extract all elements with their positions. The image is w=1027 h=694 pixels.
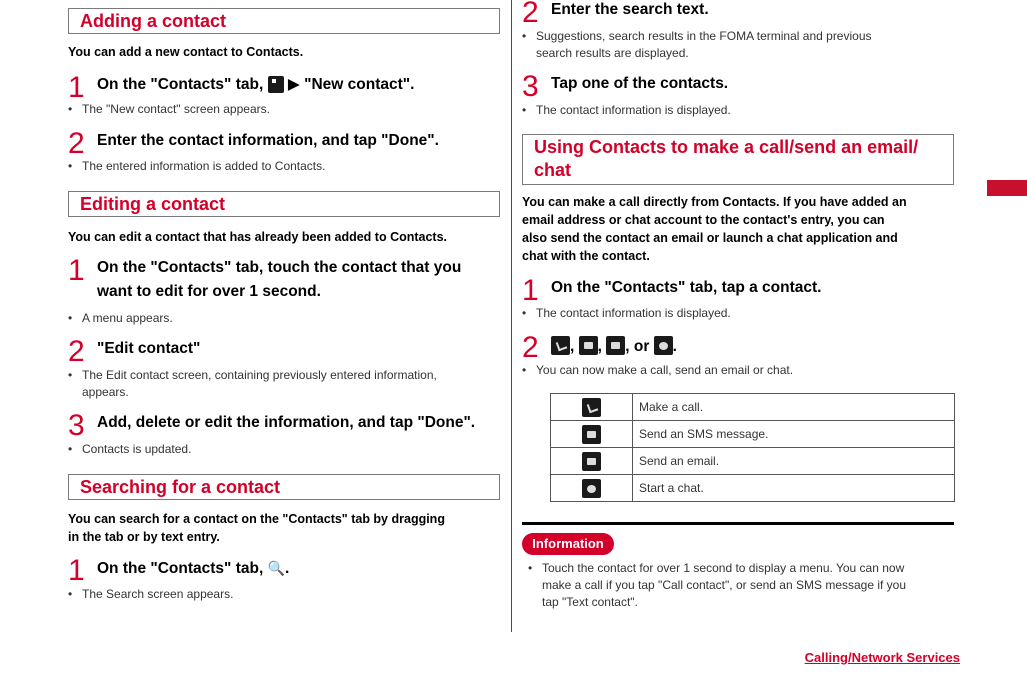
step-title: "Edit contact" [97, 340, 201, 357]
step-number: 1 [522, 274, 539, 307]
step-number: 2 [522, 331, 539, 364]
step-title: Add, delete or edit the information, and tap "Done". [97, 414, 476, 431]
section-heading-searching: Searching for a contact [68, 474, 500, 500]
table-row [551, 394, 955, 421]
step-title: On the "Contacts" tab, ▶ "New contact". [97, 76, 415, 93]
table-row [551, 421, 955, 448]
section-intro-adding: You can add a new contact to Contacts. [68, 45, 304, 59]
phone-icon [551, 336, 570, 355]
menu-key-icon [268, 76, 284, 93]
step-title: Enter the search text. [551, 1, 709, 18]
phone-icon [582, 398, 601, 417]
step-number: 1 [68, 71, 85, 104]
search-icon: 🔍 [267, 560, 286, 576]
section-heading-adding: Adding a contact [68, 8, 500, 34]
information-badge: Information [522, 533, 614, 555]
step-number: 1 [68, 554, 85, 587]
table-cell: Send an email. [633, 448, 955, 475]
step-number: 2 [68, 127, 85, 160]
step-number: 3 [68, 409, 85, 442]
chapter-edge-tab [987, 180, 1027, 196]
step-title: On the "Contacts" tab, 🔍. [97, 560, 290, 577]
section-intro-using: You can make a call directly from Contacts. If you have added an email address or chat account to the contact's entry, you can also send the contact an email or launch a chat application and chat with the contact. [522, 195, 907, 263]
step-title: On the "Contacts" tab, tap a contact. [551, 279, 822, 296]
column-divider [511, 0, 512, 632]
section-intro-editing: You can edit a contact that has already been added to Contacts. [68, 230, 448, 244]
section-heading-using: Using Contacts to make a call/send an email/ chat [522, 134, 954, 185]
table-cell: Send an SMS message. [633, 421, 955, 448]
table-row [551, 448, 955, 475]
step-title: , , , or . [551, 335, 961, 359]
chat-icon [582, 479, 601, 498]
information-rule [522, 522, 954, 525]
email-icon [606, 336, 625, 355]
section-heading-editing: Editing a contact [68, 191, 500, 217]
table-cell: Make a call. [633, 394, 955, 421]
sms-icon [582, 425, 601, 444]
chat-icon [654, 336, 673, 355]
step-number: 2 [68, 335, 85, 368]
sms-icon [579, 336, 598, 355]
footer-chapter-link[interactable]: Calling/Network Services [804, 650, 960, 665]
step-title: Enter the contact information, and tap "Done". [97, 132, 439, 149]
section-intro-searching: You can search for a contact on the "Contacts" tab by dragging in the tab or by text entry. [68, 512, 445, 544]
table-row [551, 475, 955, 502]
table-cell: Start a chat. [633, 475, 955, 502]
step-number: 3 [522, 70, 539, 103]
step-number: 1 [68, 254, 85, 287]
action-icon-table [550, 393, 955, 502]
step-number: 2 [522, 0, 539, 29]
step-title: Tap one of the contacts. [551, 75, 729, 92]
step-title: On the "Contacts" tab, touch the contact that you want to edit for over 1 second. [97, 259, 462, 300]
email-icon [582, 452, 601, 471]
